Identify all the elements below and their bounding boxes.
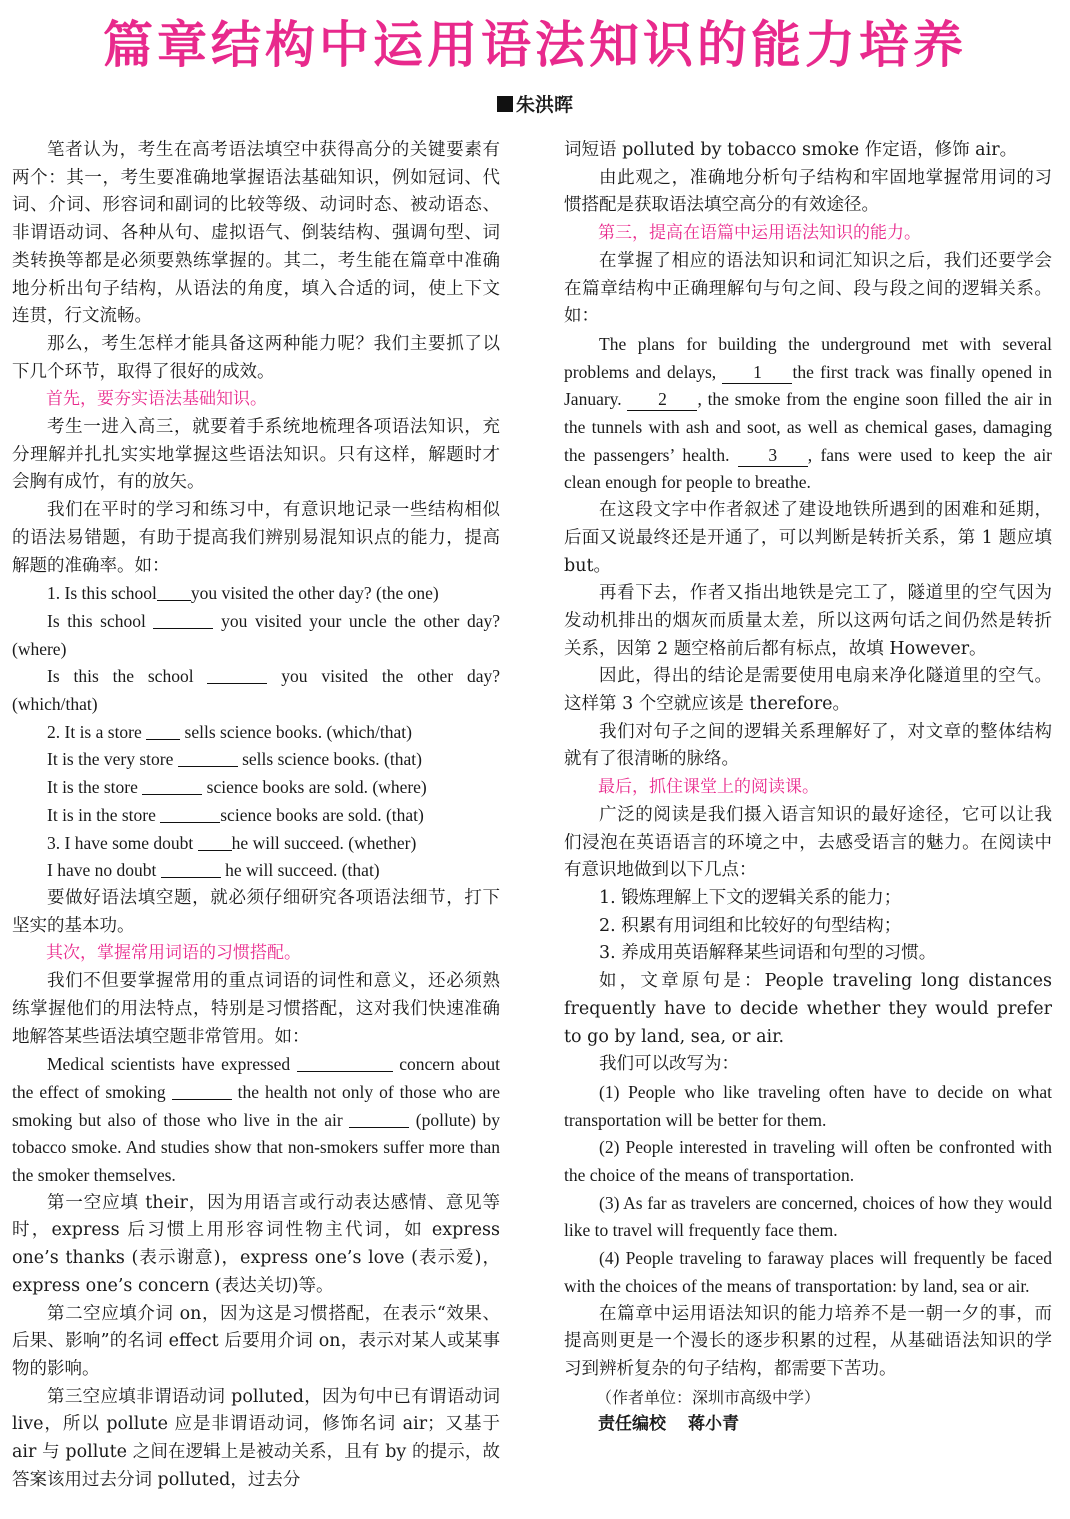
list-item: 1. 锻炼理解上下文的逻辑关系的能力； xyxy=(599,887,902,908)
example-passage: Medical scientists have expressed concern about the effect of smoking the health not only of those who are smoking but also of those who live in the air (pollute) by tobacco smoke. And studies show that non-smokers suffer more than the smoker themselves. xyxy=(12,1054,501,1186)
list-item: 3. 养成用英语解释某些词语和句型的习惯。 xyxy=(599,943,937,964)
blank-3: 3 xyxy=(738,444,808,467)
paragraph: 要做好语法填空题，就必须仔细研究各项语法细节，打下坚实的基本功。 xyxy=(12,887,500,936)
paragraph: 我们在平时的学习和练习中，有意识地记录一些结构相似的语法易错题，有助于提高我们辨别易混知识点的能力，提高解题的准确率。如： xyxy=(12,500,500,576)
section-heading: 首先，要夯实语法基础知识。 xyxy=(46,389,267,410)
paragraph: 由此观之，准确地分析句子结构和牢固地掌握常用词的习惯搭配是获取语法填空高分的有效途径。 xyxy=(564,167,1052,216)
paragraph: 第二空应填介词 on，因为这是习惯搭配，在表示“效果、后果、影响”的名词 effect 后要用介词 on，表示对某人或某事物的影响。 xyxy=(12,1303,500,1379)
paragraph: 我们可以改写为： xyxy=(599,1054,739,1075)
example-line: It is the store science books are sold. (where) xyxy=(47,777,427,798)
paragraph: 再看下去，作者又指出地铁是完工了，隧道里的空气因为发动机排出的烟灰而质量太差，所以这两句话之间仍然是转折关系，因第 2 题空格前后都有标点，故填 However。 xyxy=(564,583,1052,659)
example-passage: The plans for building the underground met with several problems and delays, 1 the first track was finally opened in January. 2 , the smoke from the engine soon filled the air in the tunnels with ash and soot, as well as chemical gases, damaging the passengers’ health. 3 , fans were used to keep the air clean enough for people to breathe. xyxy=(564,333,1053,493)
blank-2: 2 xyxy=(627,388,697,411)
author-name: 朱洪晖 xyxy=(515,94,573,116)
author-line xyxy=(0,92,1070,118)
right-column xyxy=(564,137,1052,1439)
article-title: 篇章结构中运用语法知识的能力培养 xyxy=(103,16,967,74)
paragraph: 我们对句子之间的逻辑关系理解好了，对文章的整体结构就有了很清晰的脉络。 xyxy=(564,721,1052,770)
list-item: 2. 积累有用词组和比较好的句型结构； xyxy=(599,915,902,936)
paragraph: 广泛的阅读是我们摄入语言知识的最好途径，它可以让我们浸泡在英语语言的环境之中，去感受语言的魅力。在阅读中有意识地做到以下几点： xyxy=(564,804,1052,881)
paragraph: 在这段文字中作者叙述了建设地铁所遇到的困难和延期，后面又说最终还是开通了，可以判断是转折关系，第 1 题应填 but。 xyxy=(564,500,1052,576)
paragraph: 在掌握了相应的语法知识和词汇知识之后，我们还要学会在篇章结构中正确理解句与句之间、段与段之间的逻辑关系。如： xyxy=(564,250,1052,327)
paragraph: 第一空应填 their，因为用语言或行动表达感情、意见等时，express 后习惯上用形容词性物主代词，如 express one’s thanks (表示谢意)，express one’s love (表示爱)，express one’s concern (表达关切)等。 xyxy=(12,1192,500,1296)
example-line: Is this the school you visited the other day? (which/that) xyxy=(12,666,500,715)
author-affiliation: （作者单位：深圳市高级中学） xyxy=(596,1387,821,1407)
example-line: I have no doubt he will succeed. (that) xyxy=(47,860,380,881)
paragraph: 我们不但要掌握常用的重点词语的词性和意义，还必须熟练掌握他们的用法特点，特别是习惯搭配，这对我们快速准确地解答某些语法填空题非常管用。如： xyxy=(12,971,500,1047)
rewrite-item: (2) People interested in traveling will often be confronted with the choice of the means of transportation. xyxy=(564,1137,1052,1186)
section-heading: 最后，抓住课堂上的阅读课。 xyxy=(598,777,819,798)
square-bullet-icon xyxy=(497,96,513,112)
paragraph: 那么，考生怎样才能具备这两种能力呢？我们主要抓了以下几个环节，取得了很好的成效。 xyxy=(12,333,500,382)
example-line: It is in the store science books are sold. (that) xyxy=(47,804,424,825)
left-column xyxy=(12,137,500,1494)
blank-1: 1 xyxy=(722,361,792,384)
paragraph: 考生一进入高三，就要着手系统地梳理各项语法知识，充分理解并扎扎实实地掌握这些语法知识。只有这样，解题时才会胸有成竹，有的放矢。 xyxy=(12,417,500,493)
example-line: It is the very store sells science books. (that) xyxy=(47,749,422,770)
rewrite-item: (3) As far as travelers are concerned, choices of how they would like to travel will frequently face them. xyxy=(564,1192,1052,1241)
section-heading: 第三，提高在语篇中运用语法知识的能力。 xyxy=(598,223,921,244)
rewrite-item: (4) People traveling to faraway places will frequently be faced with the choices of the means of transportation: by land, sea or air. xyxy=(564,1248,1052,1296)
example-line: 1. Is this school you visited the other day? (the one) xyxy=(47,583,439,604)
paragraph: 笔者认为，考生在高考语法填空中获得高分的关键要素有两个：其一，考生要准确地掌握语法基础知识，例如冠词、代词、介词、形容词和副词的比较等级、动词时态、被动语态、非谓语动词、各种从句、虚拟语气、倒装结构、强调句型、词类转换等都是必须要熟练掌握的。其二，考生能在篇章中准确地分析出句子结构，从语法的角度，填入合适的词，使上下文连贯，行文流畅。 xyxy=(12,140,500,327)
paragraph: 因此，得出的结论是需要使用电扇来净化隧道里的空气。这样第 3 个空就应该是 therefore。 xyxy=(564,666,1052,715)
rewrite-item: (1) People who like traveling often have to decide on what transportation will be better for them. xyxy=(564,1081,1052,1130)
paragraph: 如，文章原句是：People traveling long distances frequently have to decide whether they would prefer to go by land, sea, or air. xyxy=(564,971,1052,1047)
paragraph: 词短语 polluted by tobacco smoke 作定语，修饰 air。 xyxy=(564,140,1018,160)
example-line: 3. I have some doubt he will succeed. (whether) xyxy=(47,832,417,853)
example-line: Is this school you visited your uncle the other day? (where) xyxy=(12,610,501,659)
example-line: 2. It is a store sells science books. (which/that) xyxy=(47,721,412,742)
section-heading: 其次，掌握常用词语的习惯搭配。 xyxy=(46,943,301,964)
paragraph: 第三空应填非谓语动词 polluted，因为句中已有谓语动词 live，所以 pollute 应是非谓语动词，修饰名词 air；又基于 air 与 pollute 之间在逻辑上是被动关系，且有 by 的提示，故答案该用过去分词 polluted，过去分 xyxy=(12,1386,500,1490)
editor-credit: 责任编校 蒋小青 xyxy=(598,1414,739,1435)
paragraph: 在篇章中运用语法知识的能力培养不是一朝一夕的事，而提高则更是一个漫长的逐步积累的过程，从基础语法知识的学习到辨析复杂的句子结构，都需要下苦功。 xyxy=(564,1303,1052,1379)
